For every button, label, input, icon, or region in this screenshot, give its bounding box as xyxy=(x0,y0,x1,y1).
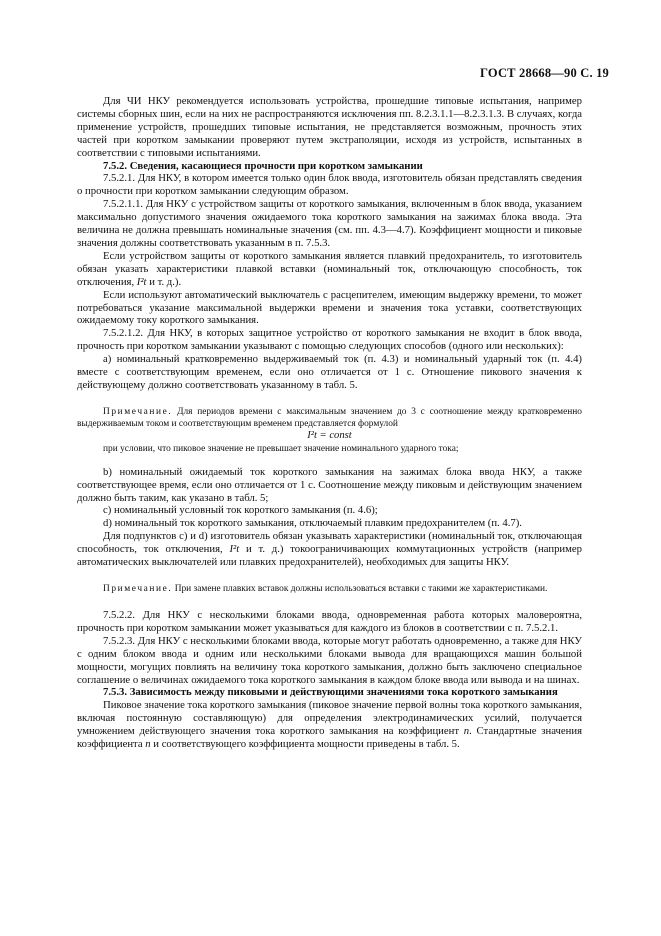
coefficient-n-2: n xyxy=(145,738,151,751)
note-2-text: При замене плавких вставок должны использоваться вставки с такими же характеристиками. xyxy=(172,584,548,594)
formula-i2t xyxy=(77,430,582,443)
formula-text: I²t = const xyxy=(307,429,352,441)
note-1 xyxy=(77,406,582,430)
document-body xyxy=(77,95,582,751)
fuse-text-end: и т. д.). xyxy=(146,275,182,288)
note-1-label: Примечание. xyxy=(103,406,173,417)
paragraph-breaker: Если используют автоматический выключатель с расцепителем, имеющим выдержку времени, то может потребоваться указание максимальной выдержки времени и значения тока уставки, соответствующих ожидаемому току короткого замыкания. xyxy=(77,288,582,327)
intro-paragraph: Для ЧИ НКУ рекомендуется использовать устройства, прошедшие типовые испытания, например системы сборных шин, если на них не распространяются исключения пп. 8.2.3.1.1—8.2.3.1.3. В случаях, когда применение устройств, прошедших типовые испытания, не представляется возможным, прочность этих частей при коротком замыкании проверяют путем экстраполяции, исходя из устройств, испытанных в соответствии с типовыми испытаниями. xyxy=(77,95,582,159)
paragraph-7-5-2-1: 7.5.2.1. Для НКУ, в котором имеется только один блок ввода, изготовитель обязан представлять сведения о прочности при коротком замыкании следующим образом. xyxy=(77,172,582,198)
page-header: ГОСТ 28668—90 С. 19 xyxy=(480,66,609,80)
list-item-c: c) номинальный условный ток короткого замыкания (п. 4.6); xyxy=(103,504,378,517)
i2t-symbol-2: I²t xyxy=(229,543,240,556)
list-item-b: b) номинальный ожидаемый ток короткого замыкания на зажимах блока ввода НКУ, а также соответствующее время, если оно отличается от 1 с. Соотношение между пиковым и действующим значением должно быть таким, как указано в табл. 5; xyxy=(77,465,582,504)
i2t-symbol: I²t xyxy=(136,275,147,288)
note-2-label: Примечание. xyxy=(103,584,173,594)
paragraph-7-5-2-3: 7.5.2.3. Для НКУ с несколькими блоками ввода, которые могут работать одновременно, а также для НКУ с одним блоком ввода и одним или несколькими блоками вывода для вращающихся машин большой мощности, могущих повлиять на величину тока короткого замыкания, должно быть заключено специальное соглашение о величинах ожидаемого тока короткого замыкания в каждом блоке ввода или вывода и на шинах. xyxy=(77,634,582,686)
paragraph-7-5-3 xyxy=(77,699,582,751)
paragraph-7-5-2-1-1: 7.5.2.1.1. Для НКУ с устройством защиты от короткого замыкания, включенным в блок ввода, указанием максимально допустимого значения ожидаемого тока короткого замыкания на зажимах блока ввода. Эта величина не должна превышать номинальные значения (см. пп. 4.3—4.7). Коэффициент мощности и пиковые значения должны соответствовать указанным в п. 7.5.3. xyxy=(77,198,582,249)
paragraph-fuse xyxy=(77,250,582,289)
coefficient-n: n xyxy=(463,725,470,738)
note-1-text: Для периодов времени с максимальным значением до 3 с соотношение между кратковременно выдерживаемым током и соответствующим временем представляется формулой xyxy=(77,406,582,429)
section-heading-7-5-3: 7.5.3. Зависимость между пиковыми и действующими значениями тока короткого замыкания xyxy=(103,686,558,699)
cd-text: Для подпунктов c) и d) изготовитель обязан указывать характеристики (номинальный ток, отключающая способность, ток отключения, xyxy=(77,530,582,556)
paragraph-7-5-2-1-2: 7.5.2.1.2. Для НКУ, в которых защитное устройство от короткого замыкания не входит в блок ввода, прочность при коротком замыкании указывают с помощью следующих способов (одного или нескольких): xyxy=(77,327,582,353)
p753-text-c: и соответствующего коэффициента мощности приведены в табл. 5. xyxy=(150,738,460,751)
note-2 xyxy=(77,583,582,595)
fuse-text: Если устройством защиты от короткого замыкания является плавкий предохранитель, то изготовитель обязан указать характеристики плавкой вставки (номинальный ток, отключающую способность, ток отключения, xyxy=(77,249,582,288)
p753-text-b: . Стандартные значения коэффициента xyxy=(77,725,582,751)
cd-text-end: и т. д.) токоограничивающих коммутационных устройств (например автоматических выключателей или плавких предохранителей), необходимых для защиты НКУ. xyxy=(77,543,582,569)
paragraph-7-5-2-2: 7.5.2.2. Для НКУ с несколькими блоками ввода, одновременная работа которых маловероятна, прочность при коротком замыкании может указываться для каждого из блоков в соответствии с п. 7.5.2.1. xyxy=(77,609,582,634)
list-item-a: a) номинальный кратковременно выдерживаемый ток (п. 4.3) и номинальный ударный ток (п. 4.4) вместе с соответствующим временем, если оно отличается от 1 с. Отношение пикового значения к действующему должно соответствовать указанному в табл. 5. xyxy=(77,353,582,391)
p753-text-a: Пиковое значение тока короткого замыкания (пиковое значение первой волны тока короткого замыкания, включая постоянную составляющую) для определения электродинамических усилий, получается умножением действующего значения тока короткого замыкания на коэффициент xyxy=(77,699,582,738)
note-1-condition: при условии, что пиковое значение не превышает значение номинального ударного тока; xyxy=(103,443,459,454)
paragraph-items-c-d xyxy=(77,530,582,569)
section-heading-7-5-2: 7.5.2. Сведения, касающиеся прочности при коротком замыкании xyxy=(103,159,423,172)
list-item-d: d) номинальный ток короткого замыкания, отключаемый плавким предохранителем (п. 4.7). xyxy=(103,517,522,530)
